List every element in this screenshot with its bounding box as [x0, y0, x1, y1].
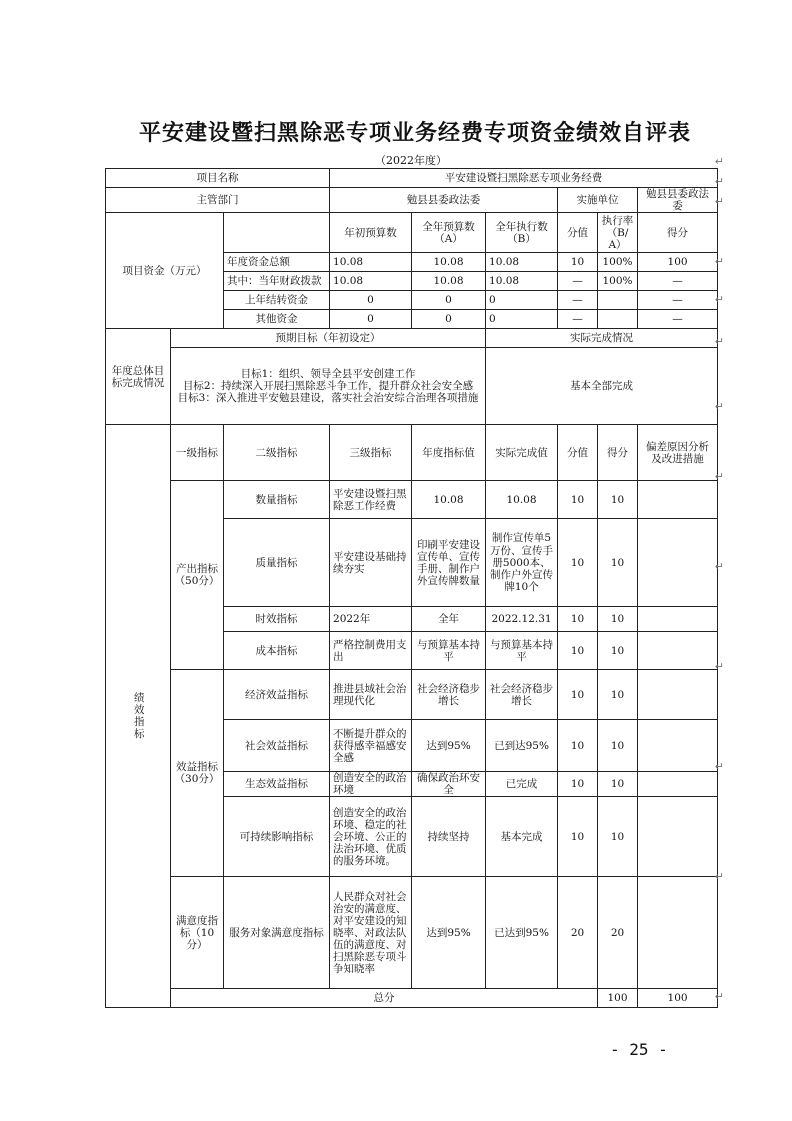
perf-score: 10 [558, 632, 598, 670]
fiscal-year: （2022年度） [375, 154, 447, 167]
perf-actual: 已完成 [486, 772, 558, 797]
funds-cell: — [558, 310, 598, 329]
goal-item: 目标3：深入推进平安勉县建设，落实社会治安综合治理各项措施 [177, 392, 479, 405]
perf-actual: 基本完成 [486, 797, 558, 877]
perf-target: 社会经济稳步增长 [412, 670, 486, 720]
perf-note [638, 720, 718, 772]
goal-item: 目标2：持续深入开展扫黑除恶斗争工作，提升群众社会安全感 [182, 380, 474, 393]
perf-note [638, 607, 718, 632]
perf-note [638, 481, 718, 519]
funds-row-name: 其他资金 [224, 310, 330, 329]
return-mark: ↵ [714, 990, 724, 1003]
perf-got: 10 [598, 720, 638, 772]
perf-actual: 2022.12.31 [486, 607, 558, 632]
perf-target: 确保政治环安全 [412, 772, 486, 797]
perf-l2: 社会效益指标 [224, 720, 330, 772]
perf-label: 绩效指标 [106, 425, 171, 1008]
funds-header: 分值 [558, 213, 598, 253]
funds-label: 项目资金（万元） [106, 213, 224, 329]
perf-note [638, 632, 718, 670]
perf-target: 全年 [412, 607, 486, 632]
perf-actual: 制作宣传单5万份、宣传手册5000本、制作户外宣传牌10个 [486, 519, 558, 607]
return-mark: ↵ [714, 293, 724, 306]
page-number: - 25 - [610, 1040, 668, 1059]
return-mark: ↵ [714, 155, 724, 168]
perf-header: 分值 [558, 425, 598, 481]
perf-header: 年度指标值 [412, 425, 486, 481]
funds-cell: 0 [412, 310, 486, 329]
funds-cell: 0 [330, 291, 412, 310]
perf-got: 10 [598, 481, 638, 519]
perf-actual: 已到达95% [486, 720, 558, 772]
funds-cell: 10.08 [412, 272, 486, 291]
project-name-value: 平安建设暨扫黑除恶专项业务经费 [330, 169, 718, 188]
funds-row-name: 其中：当年财政拨款 [224, 272, 330, 291]
perf-header: 二级指标 [224, 425, 330, 481]
return-mark: ↵ [714, 870, 724, 883]
perf-note [638, 519, 718, 607]
funds-cell: — [638, 291, 718, 310]
self-evaluation-table [105, 168, 718, 1008]
goals-actual-header: 实际完成情况 [486, 329, 718, 348]
impl-value: 勉县县委政法委 [638, 188, 718, 213]
return-mark: ↵ [714, 660, 724, 673]
perf-group-name: 效益指标（30分） [171, 670, 224, 877]
perf-l2: 服务对象满意度指标 [224, 877, 330, 989]
funds-cell: 100% [598, 272, 638, 291]
perf-got: 10 [598, 607, 638, 632]
perf-score: 10 [558, 720, 598, 772]
funds-cell: — [558, 272, 598, 291]
perf-l2: 成本指标 [224, 632, 330, 670]
funds-cell [598, 310, 638, 329]
return-mark: ↵ [714, 335, 724, 348]
project-name-label: 项目名称 [106, 169, 330, 188]
perf-l3: 严格控制费用支出 [330, 632, 412, 670]
funds-cell: 100% [598, 253, 638, 272]
return-mark: ↵ [714, 760, 724, 773]
perf-l3: 2022年 [330, 607, 412, 632]
goals-expected [171, 348, 486, 425]
perf-score: 10 [558, 519, 598, 607]
perf-l2: 数量指标 [224, 481, 330, 519]
funds-cell: 10.08 [412, 253, 486, 272]
perf-got: 10 [598, 670, 638, 720]
funds-header: 全年预算数（A） [412, 213, 486, 253]
perf-score: 10 [558, 481, 598, 519]
perf-l2: 质量指标 [224, 519, 330, 607]
funds-cell: — [638, 272, 718, 291]
funds-cell: 10.08 [330, 253, 412, 272]
total-label: 总分 [171, 989, 598, 1008]
perf-got: 20 [598, 877, 638, 989]
perf-score: 10 [558, 772, 598, 797]
perf-l2: 可持续影响指标 [224, 797, 330, 877]
perf-actual: 已达到95% [486, 877, 558, 989]
goal-item: 目标1：组织、领导全县平安创建工作 [240, 368, 416, 381]
perf-score: 20 [558, 877, 598, 989]
return-mark: ↵ [714, 400, 724, 413]
perf-header: 实际完成值 [486, 425, 558, 481]
funds-cell: — [558, 291, 598, 310]
impl-label: 实施单位 [558, 188, 638, 213]
perf-header: 三级指标 [330, 425, 412, 481]
funds-cell: 10 [558, 253, 598, 272]
perf-l3: 平安建设暨扫黑除恶工作经费 [330, 481, 412, 519]
dept-value: 勉县县委政法委 [330, 188, 558, 213]
perf-score: 10 [558, 797, 598, 877]
perf-l3: 平安建设基础持续夯实 [330, 519, 412, 607]
perf-target: 达到95% [412, 720, 486, 772]
funds-header: 年初预算数 [330, 213, 412, 253]
total-got: 100 [638, 989, 718, 1008]
perf-actual: 社会经济稳步增长 [486, 670, 558, 720]
perf-score: 10 [558, 670, 598, 720]
perf-group-name: 产出指标（50分） [171, 481, 224, 670]
perf-l3: 推进县域社会治理现代化 [330, 670, 412, 720]
perf-header: 偏差原因分析及改进措施 [638, 425, 718, 481]
funds-header-blank [224, 213, 330, 253]
goals-label: 年度总体目标完成情况 [106, 329, 171, 425]
funds-cell: — [638, 310, 718, 329]
return-mark: ↵ [714, 175, 724, 188]
perf-l3: 不断提升群众的获得感幸福感安全感 [330, 720, 412, 772]
perf-l2: 生态效益指标 [224, 772, 330, 797]
perf-got: 10 [598, 797, 638, 877]
perf-note [638, 797, 718, 877]
perf-l3: 创造安全的政治环境、稳定的社会环境、公正的法治环境、优质的服务环境。 [330, 797, 412, 877]
perf-note [638, 877, 718, 989]
return-mark: ↵ [714, 560, 724, 573]
perf-l2: 时效指标 [224, 607, 330, 632]
perf-header: 得分 [598, 425, 638, 481]
funds-row-name: 年度资金总额 [224, 253, 330, 272]
perf-header: 一级指标 [171, 425, 224, 481]
goals-expected-header: 预期目标（年初设定） [171, 329, 486, 348]
perf-target: 10.08 [412, 481, 486, 519]
return-mark: ↵ [714, 255, 724, 268]
perf-l3: 创造安全的政治环境 [330, 772, 412, 797]
perf-group-name: 满意度指标（10分） [171, 877, 224, 989]
perf-target: 持续坚持 [412, 797, 486, 877]
funds-cell: 10.08 [486, 272, 558, 291]
perf-l2: 经济效益指标 [224, 670, 330, 720]
funds-row-name: 上年结转资金 [224, 291, 330, 310]
perf-got: 10 [598, 519, 638, 607]
page-title: 平安建设暨扫黑除恶专项业务经费专项资金绩效自评表 [138, 121, 691, 146]
funds-cell: 0 [412, 291, 486, 310]
funds-header: 全年执行数（B） [486, 213, 558, 253]
total-score: 100 [598, 989, 638, 1008]
perf-target: 达到95% [412, 877, 486, 989]
funds-cell: 10.08 [330, 272, 412, 291]
perf-got: 10 [598, 772, 638, 797]
funds-header: 得分 [638, 213, 718, 253]
perf-target: 印刷平安建设宣传单、宣传手册、制作户外宣传牌数量 [412, 519, 486, 607]
perf-actual: 与预算基本持平 [486, 632, 558, 670]
return-mark: ↵ [714, 470, 724, 483]
funds-cell: 100 [638, 253, 718, 272]
perf-target: 与预算基本持平 [412, 632, 486, 670]
goals-actual: 基本全部完成 [486, 348, 718, 425]
funds-cell: 0 [486, 310, 558, 329]
perf-l3: 人民群众对社会治安的满意度、对平安建设的知晓率、对政法队伍的满意度、对扫黑除恶专项斗争知晓率 [330, 877, 412, 989]
perf-score: 10 [558, 607, 598, 632]
perf-note [638, 772, 718, 797]
funds-header: 执行率（B/A） [598, 213, 638, 253]
funds-cell: 10.08 [486, 253, 558, 272]
perf-got: 10 [598, 632, 638, 670]
dept-label: 主管部门 [106, 188, 330, 213]
return-mark: ↵ [714, 195, 724, 208]
perf-actual: 10.08 [486, 481, 558, 519]
perf-note [638, 670, 718, 720]
funds-cell: 0 [486, 291, 558, 310]
funds-cell: 0 [330, 310, 412, 329]
funds-cell [598, 291, 638, 310]
